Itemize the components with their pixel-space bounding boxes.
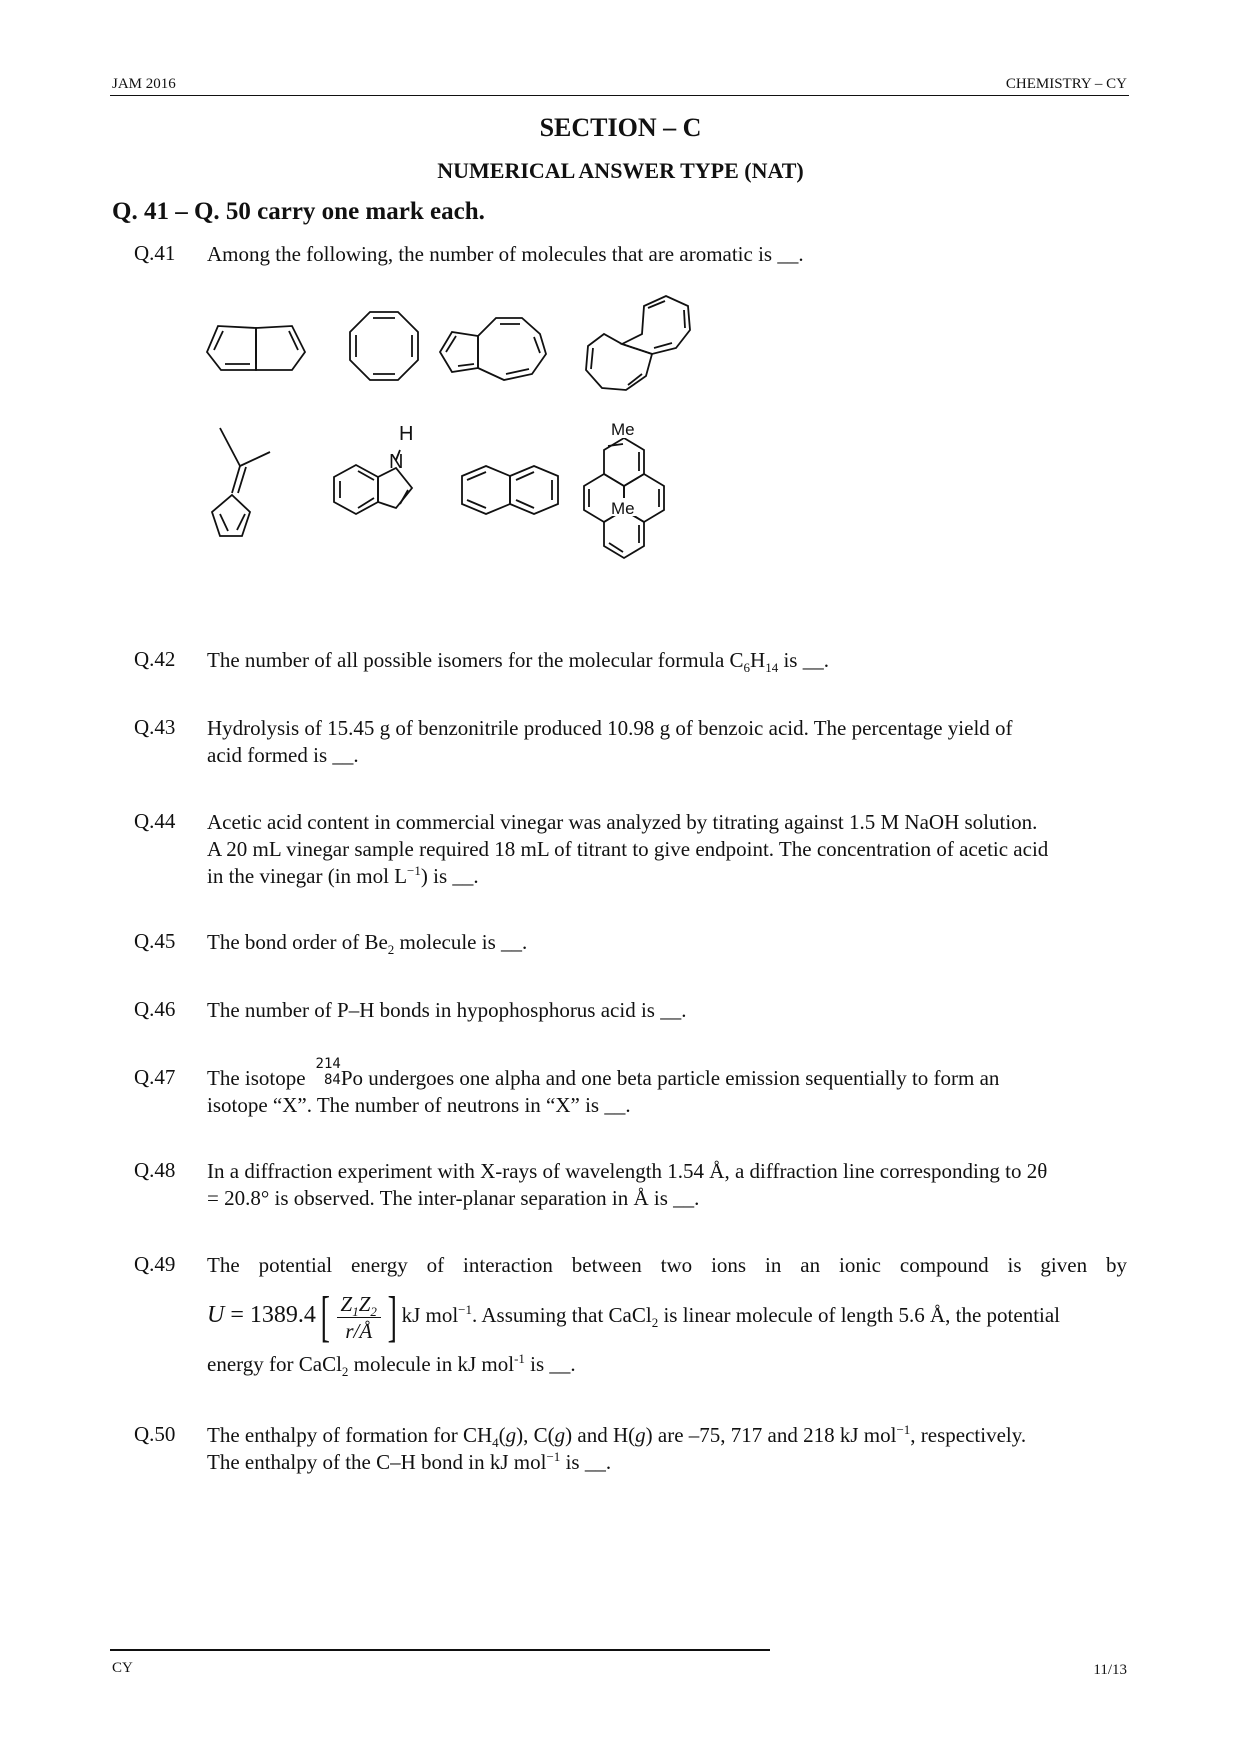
molecule-label-n: N bbox=[389, 451, 404, 473]
footer-code: CY bbox=[112, 1660, 133, 1676]
q42-number: Q.42 bbox=[134, 647, 176, 671]
energy-fraction: $\frac{Z_1Z_2}{r/Å}$ bbox=[337, 1291, 381, 1344]
page-number: 11/13 bbox=[1093, 1662, 1127, 1678]
molecule-dimethylfulvene bbox=[212, 428, 270, 536]
q50-text: The enthalpy of formation for $CH_4(g)$, C(g) and H(g) are –75, 717 and 218 kJ mol$^{-1}$, respectively. The enthalpy of the C–H bond in kJ mol$^{-1}$ is __. bbox=[207, 1422, 1027, 1474]
q43-number: Q.43 bbox=[134, 715, 176, 739]
marks-line: Q. 41 – Q. 50 carry one mark each. bbox=[112, 198, 485, 225]
header-subject-label: CHEMISTRY – CY bbox=[1005, 76, 1127, 92]
q42-text: The number of all possible isomers for the molecular formula $C_6H_{14}$ is __. bbox=[207, 648, 829, 676]
section-title: SECTION – C bbox=[539, 113, 702, 142]
q41-text: Among the following, the number of molecules that are aromatic is __. bbox=[207, 242, 804, 266]
q43-text: Hydrolysis of 15.45 g of benzonitrile produced 10.98 g of benzoic acid. The percentage yield of acid formed is __. bbox=[207, 716, 1013, 767]
molecule-heptalene bbox=[586, 296, 690, 390]
q49-text: The potential energy of interaction between two ions in an ionic compound is given by U = 1389.4[ $\frac{Z_1Z_2}{r/Å}$ ] kJ mol$^{-1}$. Assuming that CaCl$_2$ is linear molecule of length 5.6 Å, the potential energy for CaCl$_2$ molecule in kJ mol$^{-1}$ is __. bbox=[207, 1253, 1127, 1380]
molecule-structures bbox=[190, 290, 790, 610]
q45-text: The bond order of $Be_2$ molecule is __. bbox=[207, 930, 528, 958]
molecule-label-h: H bbox=[399, 423, 414, 445]
q48-number: Q.48 bbox=[134, 1158, 176, 1182]
molecule-pentalene bbox=[207, 326, 305, 370]
molecule-decapentaene bbox=[462, 466, 558, 514]
molecule-azulene bbox=[440, 318, 546, 380]
q41-number: Q.41 bbox=[134, 241, 176, 265]
q49-number: Q.49 bbox=[134, 1252, 176, 1276]
q50-number: Q.50 bbox=[134, 1422, 176, 1446]
molecule-label-me-bottom: Me bbox=[611, 499, 635, 518]
section-subtitle: NUMERICAL ANSWER TYPE (NAT) bbox=[437, 158, 804, 183]
q46-text: The number of P–H bonds in hypophosphorus acid is __. bbox=[207, 998, 687, 1022]
q48-text: In a diffraction experiment with X-rays of wavelength 1.54 Å, a diffraction line corresponding to 2θ = 20.8° is observed. The inter-planar separation in Å is __. bbox=[207, 1159, 1048, 1210]
q47-text: The isotope 214 84 Po undergoes one alpha and one beta particle emission sequentially to form an isotope “X”. The number of neutrons in “X” is __. bbox=[207, 1056, 1000, 1117]
q46-number: Q.46 bbox=[134, 997, 176, 1021]
header-rule bbox=[110, 95, 1129, 96]
header-exam-label: JAM 2016 bbox=[112, 76, 176, 92]
q44-number: Q.44 bbox=[134, 809, 176, 833]
molecule-label-me-top: Me bbox=[611, 420, 635, 439]
q44-text: Acetic acid content in commercial vinegar was analyzed by titrating against 1.5 M NaOH solution. A 20 mL vinegar sample required 18 mL of titrant to give endpoint. The concentration of acetic acid in the vinegar (in mol $L^{-1}$) is __. bbox=[207, 810, 1049, 888]
nuclide-notation: 214 84 bbox=[315, 1056, 341, 1088]
footer-rule bbox=[110, 1649, 770, 1651]
q45-number: Q.45 bbox=[134, 929, 176, 953]
molecule-cyclooctatetraene bbox=[350, 312, 418, 380]
q47-number: Q.47 bbox=[134, 1065, 176, 1089]
